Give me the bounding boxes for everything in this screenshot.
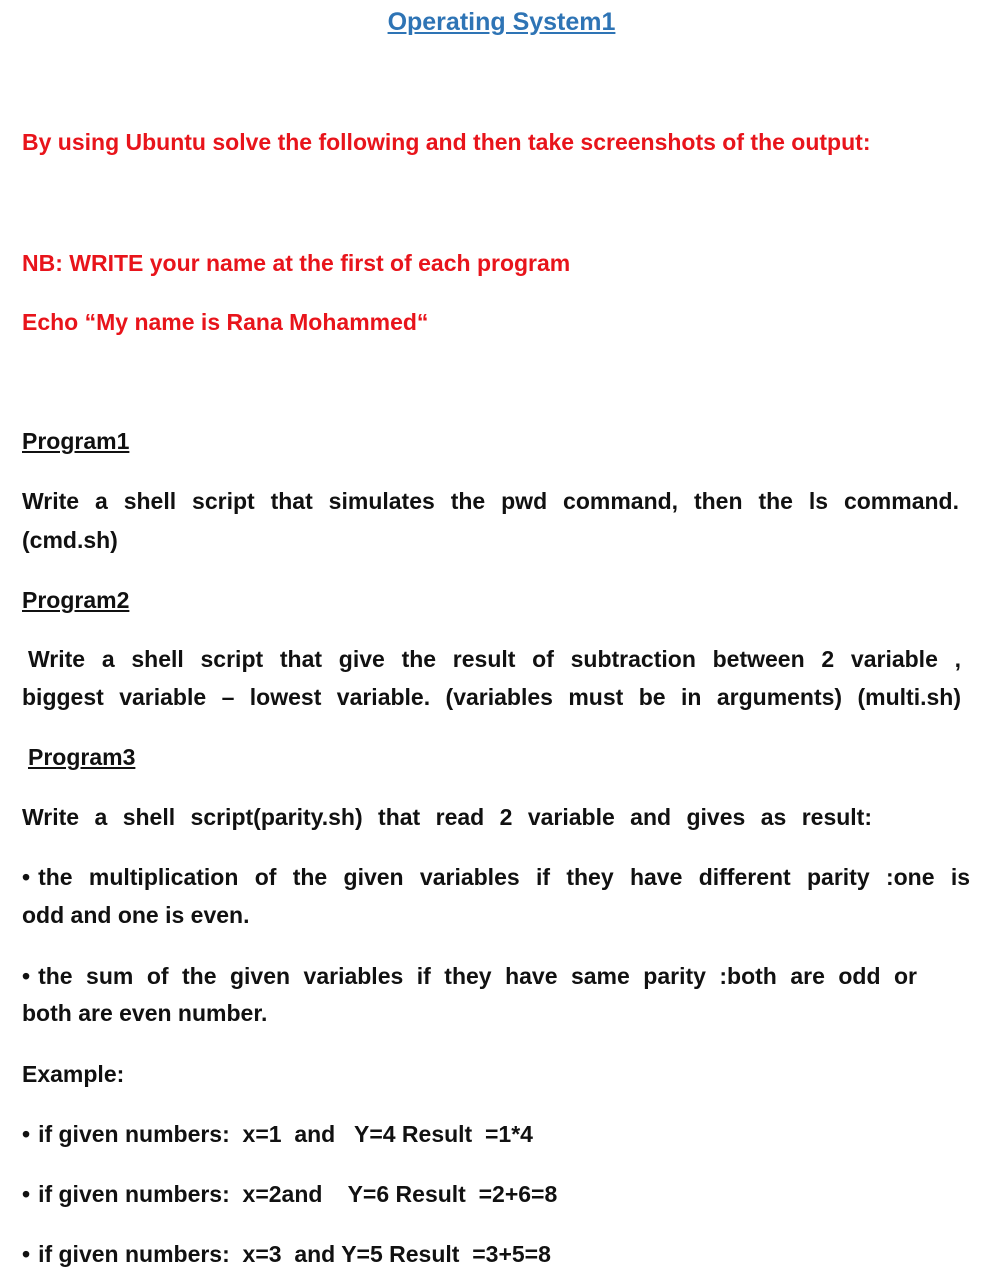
program3-intro: Write a shell script(parity.sh) that read 2 variable and gives as result: — [22, 804, 872, 830]
program2-text-line1: Write a shell script that give the result of subtraction between 2 variable , — [28, 646, 961, 672]
instruction-ubuntu: By using Ubuntu solve the following and then take screenshots of the output: — [22, 129, 871, 155]
bullet-1-line2: odd and one is even. — [22, 902, 250, 928]
bullet-icon: • — [22, 1241, 31, 1267]
program1-text-line2: (cmd.sh) — [22, 527, 118, 553]
example-item-3 — [22, 1239, 551, 1269]
bullet-icon: • — [22, 1121, 31, 1147]
instruction-name-note: NB: WRITE your name at the first of each program — [22, 250, 571, 276]
program2-text-line2: biggest variable – lowest variable. (variables must be in arguments) (multi.sh) — [22, 684, 961, 710]
document-title: Operating System1 — [387, 8, 616, 36]
example-text: if given numbers: x=3 and Y=5 Result =3+5=8 — [38, 1241, 551, 1267]
bullet-icon: • — [22, 963, 31, 989]
program2-heading: Program2 — [22, 587, 130, 613]
program3-heading: Program3 — [28, 744, 136, 770]
program1-heading: Program1 — [22, 428, 130, 454]
bullet-2-line1: the sum of the given variables if they have same parity :both are odd or — [38, 963, 917, 989]
program3-bullet-1 — [22, 862, 970, 892]
example-label: Example: — [22, 1061, 125, 1087]
instruction-echo: Echo “My name is Rana Mohammed“ — [22, 309, 429, 335]
bullet-icon: • — [22, 864, 31, 890]
example-text: if given numbers: x=2and Y=6 Result =2+6=8 — [38, 1181, 558, 1207]
example-item-2 — [22, 1179, 557, 1209]
program3-bullet-2 — [22, 961, 917, 991]
bullet-icon: • — [22, 1181, 31, 1207]
bullet-1-line1: the multiplication of the given variables if they have different parity :one is — [38, 864, 970, 890]
example-item-1 — [22, 1119, 533, 1149]
program1-text-line1: Write a shell script that simulates the pwd command, then the ls command. — [22, 488, 959, 514]
bullet-2-line2: both are even number. — [22, 1000, 268, 1026]
example-text: if given numbers: x=1 and Y=4 Result =1*4 — [38, 1121, 533, 1147]
